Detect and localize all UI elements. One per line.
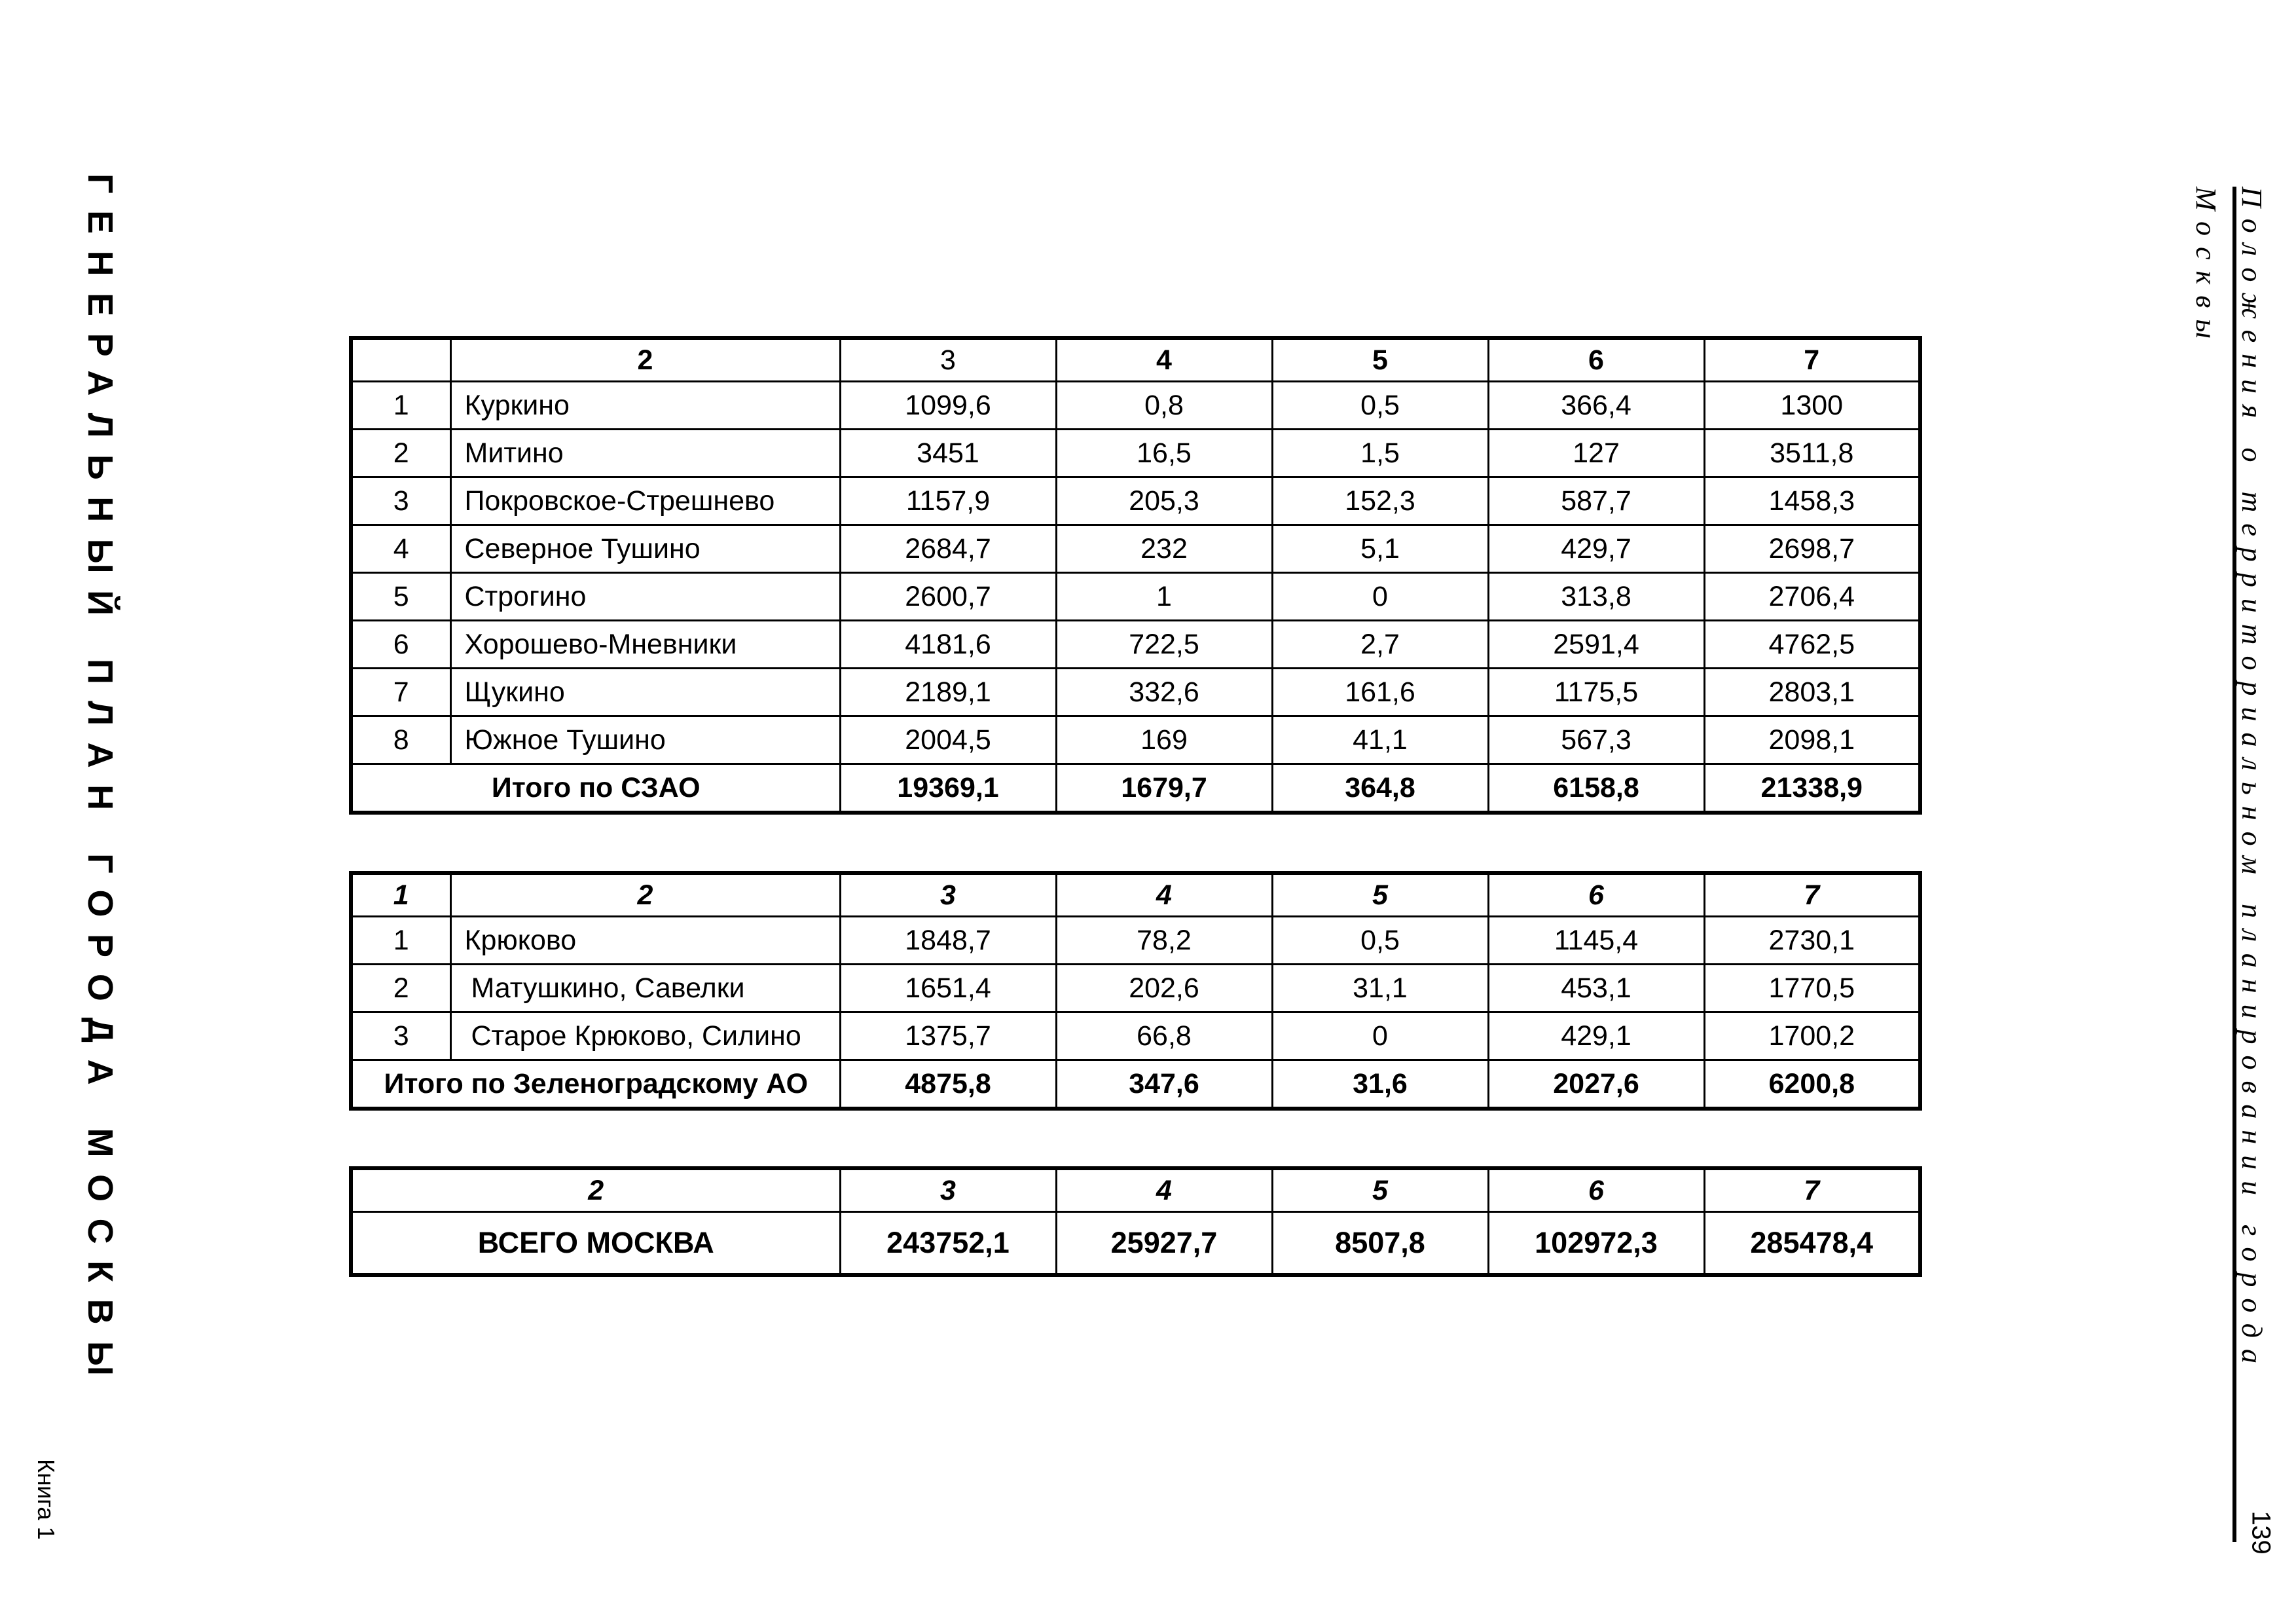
total-value: 364,8 <box>1272 764 1488 813</box>
row-number: 3 <box>351 477 450 525</box>
header-cell: 2 <box>351 1168 840 1212</box>
header-cell: 3 <box>840 1168 1056 1212</box>
value-cell: 453,1 <box>1488 965 1704 1012</box>
header-cell: 5 <box>1272 873 1488 917</box>
value-cell: 2098,1 <box>1704 716 1920 764</box>
table-zelenograd <box>349 871 1922 1111</box>
total-value: 285478,4 <box>1704 1212 1920 1276</box>
value-cell: 2004,5 <box>840 716 1056 764</box>
value-cell: 1848,7 <box>840 917 1056 965</box>
header-cell: 6 <box>1488 338 1704 382</box>
district-name: Матушкино, Савелки <box>450 965 840 1012</box>
district-name: Куркино <box>450 382 840 430</box>
value-cell: 2730,1 <box>1704 917 1920 965</box>
value-cell: 1099,6 <box>840 382 1056 430</box>
district-name: Крюково <box>450 917 840 965</box>
total-label: Итого по СЗАО <box>351 764 840 813</box>
row-number: 1 <box>351 382 450 430</box>
total-row <box>351 764 1920 813</box>
header-cell: 3 <box>840 873 1056 917</box>
value-cell: 1651,4 <box>840 965 1056 1012</box>
row-number: 7 <box>351 669 450 716</box>
district-name: Южное Тушино <box>450 716 840 764</box>
value-cell: 1770,5 <box>1704 965 1920 1012</box>
value-cell: 429,7 <box>1488 525 1704 573</box>
value-cell: 127 <box>1488 430 1704 477</box>
value-cell: 1157,9 <box>840 477 1056 525</box>
header-cell: 4 <box>1056 338 1272 382</box>
value-cell: 1458,3 <box>1704 477 1920 525</box>
header-cell: 3 <box>840 338 1056 382</box>
header-cell <box>351 338 450 382</box>
value-cell: 1175,5 <box>1488 669 1704 716</box>
table-header-row <box>351 873 1920 917</box>
table-row <box>351 525 1920 573</box>
row-number: 8 <box>351 716 450 764</box>
value-cell: 1,5 <box>1272 430 1488 477</box>
total-value: 31,6 <box>1272 1060 1488 1109</box>
value-cell: 1700,2 <box>1704 1012 1920 1060</box>
value-cell: 2698,7 <box>1704 525 1920 573</box>
header-cell: 5 <box>1272 338 1488 382</box>
total-value: 21338,9 <box>1704 764 1920 813</box>
value-cell: 0,5 <box>1272 917 1488 965</box>
value-cell: 366,4 <box>1488 382 1704 430</box>
total-label: ВСЕГО МОСКВА <box>351 1212 840 1276</box>
value-cell: 587,7 <box>1488 477 1704 525</box>
value-cell: 1375,7 <box>840 1012 1056 1060</box>
value-cell: 722,5 <box>1056 621 1272 669</box>
table-row <box>351 1012 1920 1060</box>
district-name: Покровское-Стрешнево <box>450 477 840 525</box>
row-number: 2 <box>351 965 450 1012</box>
value-cell: 2706,4 <box>1704 573 1920 621</box>
table-header-row <box>351 1168 1920 1212</box>
value-cell: 3451 <box>840 430 1056 477</box>
value-cell: 4762,5 <box>1704 621 1920 669</box>
total-value: 19369,1 <box>840 764 1056 813</box>
district-name: Митино <box>450 430 840 477</box>
book-label: Книга 1 <box>33 1459 60 1540</box>
district-name: Строгино <box>450 573 840 621</box>
value-cell: 202,6 <box>1056 965 1272 1012</box>
row-number: 1 <box>351 917 450 965</box>
value-cell: 169 <box>1056 716 1272 764</box>
value-cell: 2600,7 <box>840 573 1056 621</box>
value-cell: 78,2 <box>1056 917 1272 965</box>
value-cell: 66,8 <box>1056 1012 1272 1060</box>
district-name: Хорошево-Мневники <box>450 621 840 669</box>
value-cell: 2591,4 <box>1488 621 1704 669</box>
table-header-row <box>351 338 1920 382</box>
value-cell: 5,1 <box>1272 525 1488 573</box>
total-value: 25927,7 <box>1056 1212 1272 1276</box>
regulations-title: Положения о территориальном планировании города Москвы <box>2190 187 2268 1375</box>
table-row <box>351 716 1920 764</box>
total-value: 8507,8 <box>1272 1212 1488 1276</box>
total-value: 4875,8 <box>840 1060 1056 1109</box>
total-value: 243752,1 <box>840 1212 1056 1276</box>
header-cell: 7 <box>1704 338 1920 382</box>
value-cell: 205,3 <box>1056 477 1272 525</box>
general-plan-title: ГЕНЕРАЛЬНЫЙ ПЛАН ГОРОДА МОСКВЫ <box>81 174 120 1393</box>
value-cell: 0,8 <box>1056 382 1272 430</box>
value-cell: 41,1 <box>1272 716 1488 764</box>
total-row <box>351 1212 1920 1276</box>
total-row <box>351 1060 1920 1109</box>
value-cell: 31,1 <box>1272 965 1488 1012</box>
value-cell: 429,1 <box>1488 1012 1704 1060</box>
table-row <box>351 965 1920 1012</box>
total-value: 6200,8 <box>1704 1060 1920 1109</box>
page-number: 139 <box>2246 1510 2276 1555</box>
value-cell: 2803,1 <box>1704 669 1920 716</box>
table-row <box>351 573 1920 621</box>
total-value: 2027,6 <box>1488 1060 1704 1109</box>
left-book-title <box>77 174 123 1562</box>
value-cell: 1145,4 <box>1488 917 1704 965</box>
header-cell: 5 <box>1272 1168 1488 1212</box>
value-cell: 3511,8 <box>1704 430 1920 477</box>
header-cell: 7 <box>1704 1168 1920 1212</box>
total-label: Итого по Зеленоградскому АО <box>351 1060 840 1109</box>
row-number: 6 <box>351 621 450 669</box>
table-row <box>351 669 1920 716</box>
row-number: 4 <box>351 525 450 573</box>
value-cell: 0,5 <box>1272 382 1488 430</box>
value-cell: 2189,1 <box>840 669 1056 716</box>
table-row <box>351 477 1920 525</box>
table-row <box>351 382 1920 430</box>
header-cell: 2 <box>450 873 840 917</box>
value-cell: 161,6 <box>1272 669 1488 716</box>
header-cell: 2 <box>450 338 840 382</box>
value-cell: 0 <box>1272 1012 1488 1060</box>
value-cell: 152,3 <box>1272 477 1488 525</box>
page-number-wrap <box>2244 1500 2277 1565</box>
header-cell: 4 <box>1056 873 1272 917</box>
value-cell: 2,7 <box>1272 621 1488 669</box>
table-szao <box>349 336 1922 815</box>
header-cell: 6 <box>1488 1168 1704 1212</box>
value-cell: 1 <box>1056 573 1272 621</box>
header-cell: 7 <box>1704 873 1920 917</box>
total-value: 102972,3 <box>1488 1212 1704 1276</box>
row-number: 3 <box>351 1012 450 1060</box>
table-row <box>351 621 1920 669</box>
value-cell: 232 <box>1056 525 1272 573</box>
value-cell: 1300 <box>1704 382 1920 430</box>
value-cell: 0 <box>1272 573 1488 621</box>
header-cell: 1 <box>351 873 450 917</box>
value-cell: 332,6 <box>1056 669 1272 716</box>
book-label-wrap <box>33 1454 59 1545</box>
header-cell: 4 <box>1056 1168 1272 1212</box>
table-row <box>351 430 1920 477</box>
row-number: 5 <box>351 573 450 621</box>
district-name: Щукино <box>450 669 840 716</box>
total-value: 347,6 <box>1056 1060 1272 1109</box>
value-cell: 567,3 <box>1488 716 1704 764</box>
value-cell: 2684,7 <box>840 525 1056 573</box>
row-number: 2 <box>351 430 450 477</box>
header-cell: 6 <box>1488 873 1704 917</box>
district-name: Старое Крюково, Силино <box>450 1012 840 1060</box>
value-cell: 16,5 <box>1056 430 1272 477</box>
district-name: Северное Тушино <box>450 525 840 573</box>
table-moscow-total <box>349 1166 1922 1277</box>
value-cell: 4181,6 <box>840 621 1056 669</box>
table-row <box>351 917 1920 965</box>
total-value: 1679,7 <box>1056 764 1272 813</box>
total-value: 6158,8 <box>1488 764 1704 813</box>
value-cell: 313,8 <box>1488 573 1704 621</box>
